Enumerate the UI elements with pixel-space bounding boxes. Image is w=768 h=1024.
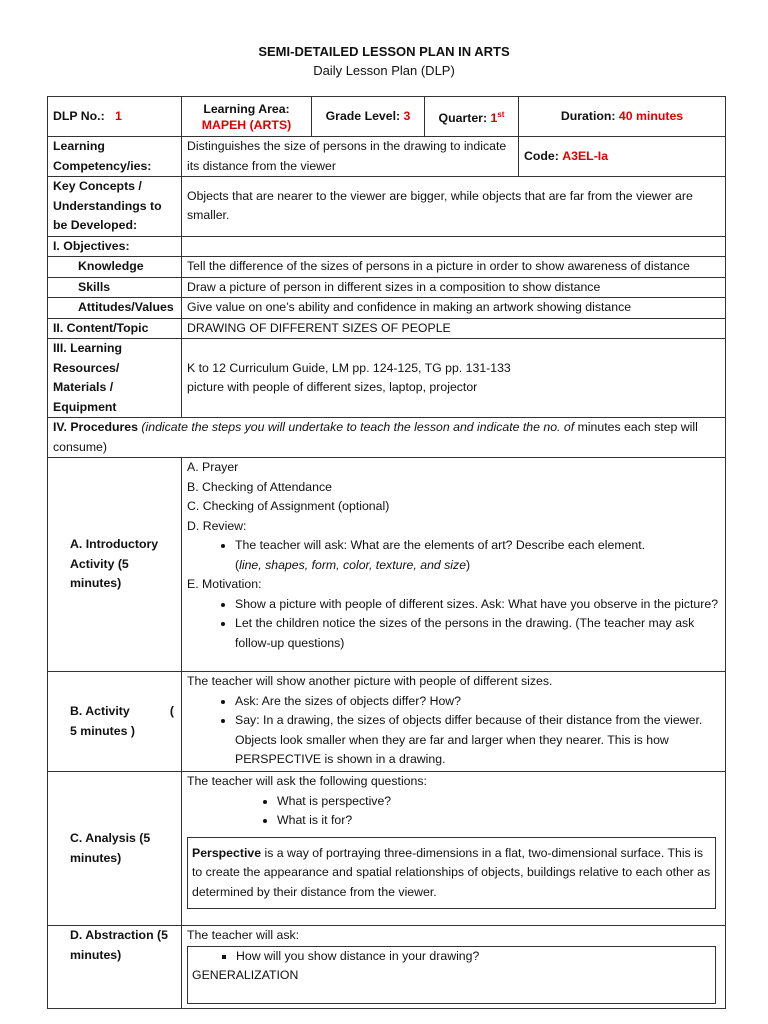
quarter-label: Quarter:: [438, 110, 488, 125]
perspective-box: [187, 837, 716, 910]
objectives-row: [48, 236, 726, 257]
analysis-row: [48, 772, 726, 926]
activity-label-cell: [48, 672, 182, 772]
generalization-label: GENERALIZATION: [192, 968, 299, 982]
activity-bullet2: • Say: In a drawing, the sizes of objects differ because of their distance from the viewer. Objects look smaller when they are far and larger when they nearer. This is how PERSPECTIVE is shown in a drawing.: [235, 711, 720, 770]
content-row: [48, 318, 726, 339]
analysis-q2: • What is it for?: [277, 811, 720, 831]
intro-e-bullet2: • Let the children notice the sizes of the persons in the drawing. (The teacher may ask follow-up questions): [235, 614, 720, 653]
analysis-label: C. Analysis (5 minutes): [48, 772, 182, 926]
activity-label: B. Activity: [70, 704, 130, 718]
dlp-cell: [48, 97, 182, 137]
intro-b: B. Checking of Attendance: [187, 479, 332, 494]
knowledge-label: Knowledge: [48, 257, 182, 278]
resources-cell: [182, 339, 726, 418]
intro-row: [48, 458, 726, 672]
abstraction-cell: [182, 926, 726, 1009]
duration-label: Duration:: [560, 108, 616, 123]
abstraction-row: [48, 926, 726, 1009]
abstraction-box: [187, 946, 716, 1004]
procedures-note-italic: (indicate the steps you will undertake to teach the lesson and indicate the no. of: [141, 420, 575, 434]
document-title: SEMI-DETAILED LESSON PLAN IN ARTS: [258, 44, 510, 59]
grade-cell: [312, 97, 425, 137]
knowledge-row: [48, 257, 726, 278]
duration-cell: [519, 97, 726, 137]
attitudes-label: Attitudes/Values: [48, 298, 182, 319]
resources-line2: picture with people of different sizes, laptop, projector: [187, 380, 478, 394]
knowledge-text: Tell the difference of the sizes of persons in a picture in order to show awareness of distance: [182, 257, 726, 278]
activity-label2: 5 minutes ): [70, 723, 135, 738]
procedures-note-rest: minutes each step will consume): [53, 420, 698, 454]
attitudes-row: [48, 298, 726, 319]
grade-value: 3: [403, 108, 411, 123]
intro-e: E. Motivation:: [187, 577, 262, 591]
activity-list: [187, 692, 720, 770]
analysis-cell: [182, 772, 726, 926]
intro-d-bullet-italic: line, shapes, form, color, texture, and size: [239, 557, 467, 572]
area-value: MAPEH (ARTS): [201, 117, 292, 132]
intro-d-bullet-text: The teacher will ask: What are the elements of art? Describe each element.: [235, 538, 646, 552]
quarter-value: 1: [490, 110, 498, 125]
objectives-label: I. Objectives:: [48, 236, 182, 257]
content-text: DRAWING OF DIFFERENT SIZES OF PEOPLE: [182, 318, 726, 339]
analysis-intro: The teacher will ask the following questions:: [187, 774, 427, 788]
abstraction-q1: ▪ How will you show distance in your drawing?: [236, 947, 711, 967]
code-cell: [519, 137, 726, 177]
duration-value: 40 minutes: [618, 108, 684, 123]
competency-label: Learning Competency/ies:: [48, 137, 182, 177]
procedures-cell: [48, 418, 726, 458]
code-label: Code:: [524, 148, 559, 163]
skills-row: [48, 277, 726, 298]
resources-label: III. Learning Resources/ Materials / Equipment: [48, 339, 182, 418]
intro-label: A. Introductory Activity (5 minutes): [48, 458, 182, 672]
analysis-list: [187, 792, 720, 831]
code-value: A3EL-Ia: [562, 148, 609, 163]
perspective-term: Perspective: [192, 845, 262, 860]
abstraction-label: D. Abstraction (5 minutes): [48, 926, 182, 1009]
document-subtitle: Daily Lesson Plan (DLP): [313, 63, 455, 78]
activity-row: [48, 672, 726, 772]
area-cell: [182, 97, 312, 137]
grade-label: Grade Level:: [325, 108, 401, 123]
intro-d: D. Review:: [187, 518, 247, 533]
intro-e-list: [187, 595, 720, 654]
abstraction-list: [192, 947, 711, 967]
header-row: [48, 97, 726, 137]
skills-label: Skills: [48, 277, 182, 298]
intro-a: A. Prayer: [187, 460, 239, 474]
competency-text: Distinguishes the size of persons in the drawing to indicate its distance from the viewer: [182, 137, 519, 177]
intro-cell: [182, 458, 726, 672]
lesson-plan-table: [47, 96, 726, 1009]
competency-row: [48, 137, 726, 177]
objectives-empty: [182, 236, 726, 257]
resources-row: [48, 339, 726, 418]
intro-d-bullet: • The teacher will ask: What are the elements of art? Describe each element. (line, shapes, form, color, texture, and size): [235, 536, 720, 575]
area-label: Learning Area:: [203, 101, 290, 116]
key-concepts-row: [48, 177, 726, 237]
skills-text: Draw a picture of person in different sizes in a composition to show distance: [182, 277, 726, 298]
procedures-label: IV. Procedures: [53, 420, 138, 434]
analysis-q1: • What is perspective?: [277, 792, 720, 812]
activity-paren: (: [169, 704, 174, 718]
activity-bullet1: • Ask: Are the sizes of objects differ? How?: [235, 692, 720, 712]
dlp-value: 1: [114, 108, 122, 123]
perspective-definition: is a way of portraying three-dimensions in a flat, two-dimensional surface. This is to create the appearance and spatial relationships of objects, buildings relative to each other as determined by their distance from the viewer.: [192, 845, 711, 899]
quarter-cell: [425, 97, 519, 137]
activity-cell: [182, 672, 726, 772]
abstraction-intro: The teacher will ask:: [187, 928, 300, 942]
activity-intro: The teacher will show another picture with people of different sizes.: [187, 674, 553, 688]
key-concepts-label: Key Concepts / Understandings to be Developed:: [48, 177, 182, 237]
intro-c: C. Checking of Assignment (optional): [187, 499, 390, 513]
key-concepts-text: Objects that are nearer to the viewer are bigger, while objects that are far from the viewer are smaller.: [182, 177, 726, 237]
dlp-label: DLP No.:: [53, 108, 105, 123]
procedures-row: [48, 418, 726, 458]
intro-d-list: [187, 536, 720, 575]
quarter-sup: st: [497, 109, 505, 119]
attitudes-text: Give value on one’s ability and confidence in making an artwork showing distance: [182, 298, 726, 319]
content-label: II. Content/Topic: [48, 318, 182, 339]
intro-e-bullet1: • Show a picture with people of different sizes. Ask: What have you observe in the picture?: [235, 595, 720, 615]
resources-line1: K to 12 Curriculum Guide, LM pp. 124-125, TG pp. 131-133: [187, 360, 511, 375]
